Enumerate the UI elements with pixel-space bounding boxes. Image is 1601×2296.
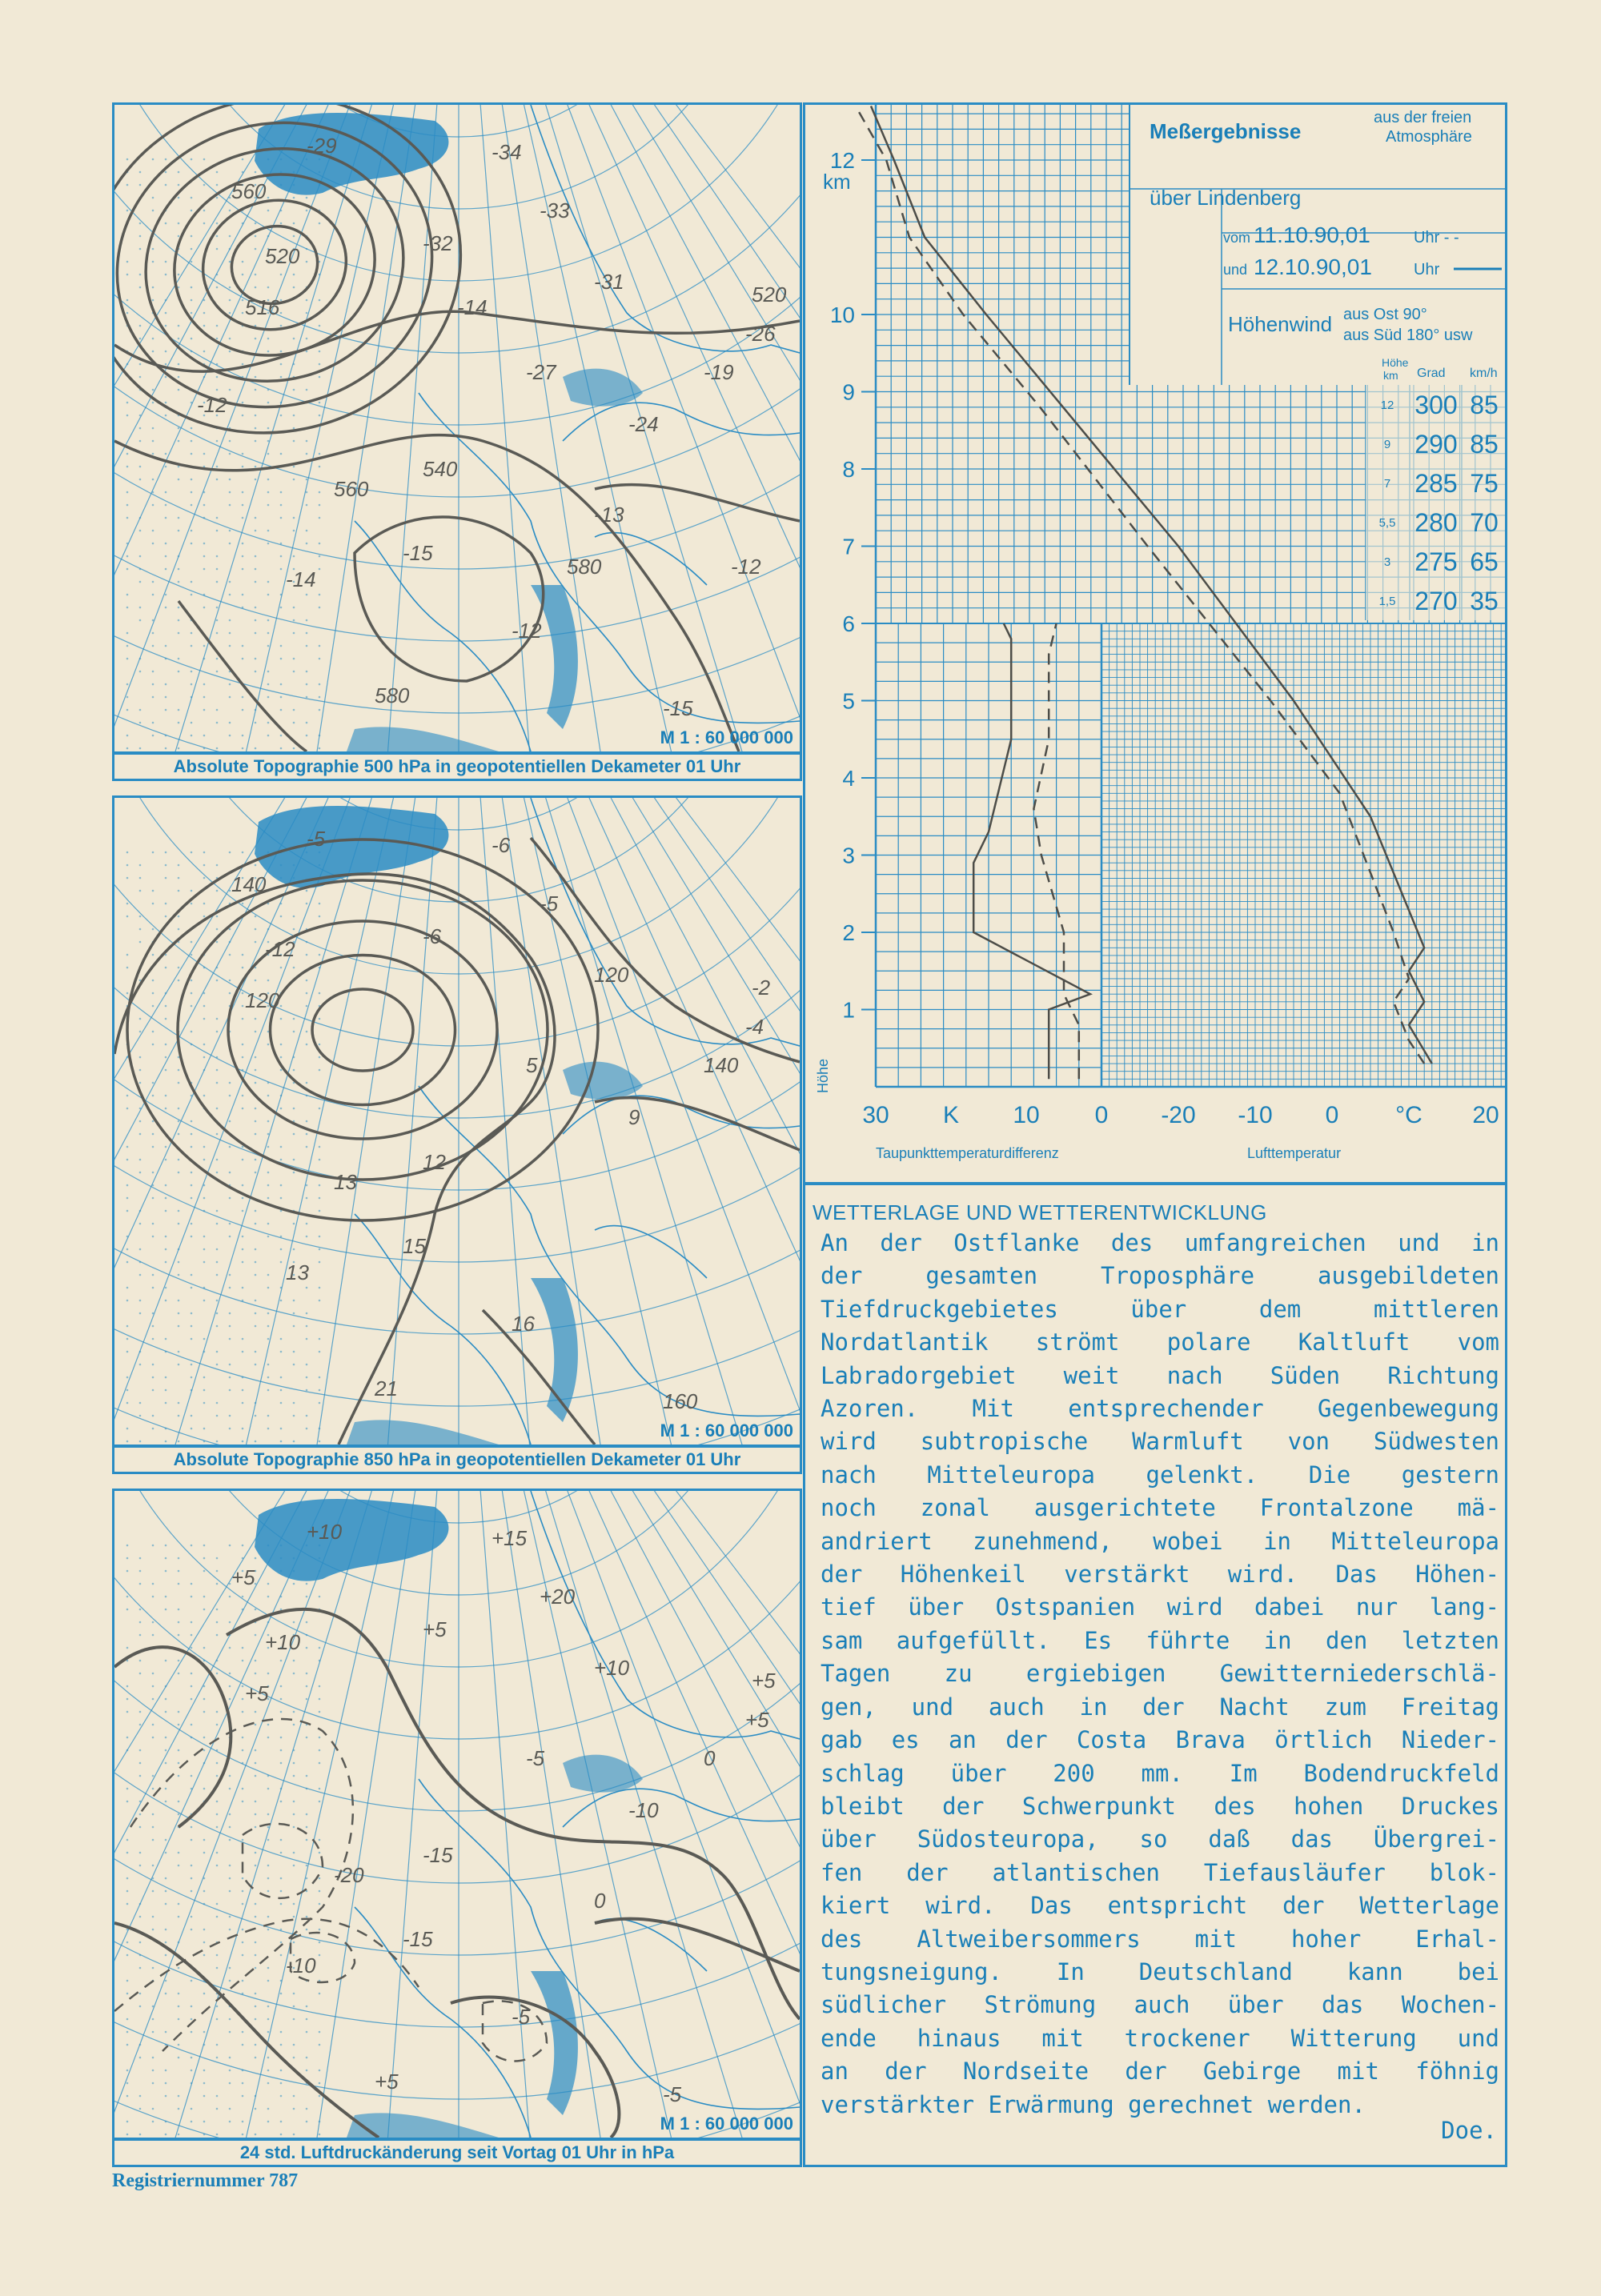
isoline-label: +15 (492, 1526, 528, 1550)
aero-col-height-2: km (1383, 369, 1398, 382)
x-tick-label: -20 (1161, 1102, 1196, 1128)
weather-body (821, 1227, 1499, 2122)
x-tick-label: °C (1395, 1102, 1422, 1128)
isoline-label: -5 (307, 827, 326, 851)
isoline-label: -6 (423, 924, 442, 948)
wind-row-height: 12 (1380, 399, 1394, 412)
map-850hpa-caption: Absolute Topographie 850 hPa in geopotentiellen Dekameter 01 Uhr (112, 1445, 802, 1474)
isoline-label: -29 (307, 134, 337, 158)
y-tick-label: 10 (829, 303, 855, 327)
isoline-label: -15 (663, 696, 693, 720)
weather-line: schlag über 200 mm. Im Bodendruckfeld (821, 1759, 1499, 1787)
isoline-label: -5 (526, 1746, 545, 1770)
isoline-label: -31 (594, 270, 624, 294)
series-line-3 (973, 623, 1090, 1079)
isoline-label: -6 (492, 833, 511, 857)
isoline-label: 16 (512, 1312, 535, 1336)
aero-date2-suffix: Uhr (1414, 261, 1440, 278)
wind-row-direction: 275 (1414, 547, 1458, 576)
aero-date2: 12.10.90,01 (1254, 254, 1372, 279)
aero-location: über Lindenberg (1150, 186, 1302, 210)
wind-row-speed: 85 (1470, 430, 1499, 459)
map-850hpa (112, 795, 802, 1447)
isoline-label: 540 (423, 457, 458, 481)
isoline-label: +5 (375, 2070, 399, 2094)
isoline-label: 0 (594, 1889, 606, 1913)
isoline-label: 140 (231, 872, 267, 896)
x-tick-label: K (942, 1102, 960, 1128)
aero-date2-prefix: und (1223, 262, 1248, 278)
isoline-label: -5 (512, 2005, 531, 2029)
y-tick-label: 7 (842, 534, 855, 559)
isoline-label: -12 (731, 555, 761, 579)
isoline-label: -2 (752, 976, 771, 1000)
y-tick-label: 6 (842, 611, 855, 636)
isoline-label: -27 (526, 360, 556, 384)
weather-line: bleibt der Schwerpunkt des hohen Druckes (821, 1792, 1499, 1820)
isoline-label: +10 (265, 1630, 301, 1654)
isoline-label: +5 (423, 1617, 447, 1641)
wind-row-direction: 280 (1414, 508, 1458, 537)
weather-title: WETTERLAGE UND WETTERENTWICKLUNG (813, 1200, 1267, 1224)
aero-date1: 11.10.90,01 (1254, 222, 1370, 247)
isoline-label: -24 (628, 412, 659, 436)
map-pressure-change-caption: 24 std. Luftdruckänderung seit Vortag 01 Uhr in hPa (112, 2138, 802, 2167)
aero-x-right-label: Lufttemperatur (1247, 1145, 1342, 1161)
map-500hpa (112, 102, 802, 754)
isoline-label: -19 (704, 360, 734, 384)
weather-line: nach Mitteleuropa gelenkt. Die gestern (821, 1461, 1499, 1489)
wind-row-direction: 290 (1414, 430, 1458, 459)
weather-line: sam aufgefüllt. Es führte in den letzten (821, 1626, 1499, 1654)
x-tick-label: -10 (1238, 1102, 1273, 1128)
map-pressure-change (112, 1489, 802, 2140)
weather-line: verstärkter Erwärmung gerechnet werden. (821, 2090, 1366, 2118)
isoline-label: +10 (307, 1520, 343, 1544)
aero-wind-east: aus Ost 90° (1343, 306, 1427, 323)
isoline-label: -10 (286, 1953, 316, 1977)
isoline-label: -20 (334, 1863, 364, 1887)
weather-line: tief über Ostspanien wird dabei nur lang- (821, 1593, 1499, 1621)
x-tick-label: 30 (862, 1102, 889, 1128)
aero-x-left-label: Taupunkttemperaturdifferenz (876, 1145, 1059, 1161)
isoline-label: 520 (752, 282, 787, 307)
wind-row-height: 1,5 (1378, 595, 1396, 608)
wind-row-direction: 270 (1414, 587, 1458, 615)
registration-number: Registriernummer 787 (112, 2170, 299, 2191)
isoline-label: 9 (628, 1105, 640, 1129)
wind-row-speed: 65 (1470, 547, 1499, 576)
aero-title-side-2: Atmosphäre (1386, 128, 1472, 146)
weather-line: kiert wird. Das entspricht der Wetterlage (821, 1892, 1499, 1920)
isoline-label: -5 (540, 892, 559, 916)
weather-line: Tiefdruckgebietes über dem mittleren (821, 1295, 1499, 1323)
weather-line: andriert zunehmend, wobei in Mitteleuropa (821, 1527, 1499, 1555)
wind-row-height: 9 (1383, 438, 1391, 451)
isoline-label: -26 (745, 322, 776, 346)
isoline-label: 140 (704, 1053, 739, 1077)
isoline-label: -14 (286, 567, 316, 591)
weather-line: An der Ostflanke des umfangreichen und in (821, 1229, 1499, 1256)
isoline-label: -15 (423, 1843, 453, 1867)
isoline-label: 120 (245, 988, 280, 1012)
isoline-label: +10 (594, 1656, 630, 1680)
weather-line: gab es an der Costa Brava örtlich Nieder- (821, 1726, 1499, 1754)
isoline-label: 12 (423, 1150, 446, 1174)
isoline-label: 516 (245, 295, 280, 319)
map-scale: M 1 : 60 000 000 (660, 2114, 793, 2134)
x-tick-label: 10 (1013, 1102, 1040, 1128)
wind-row-speed: 70 (1470, 508, 1499, 537)
y-tick-label: 2 (842, 920, 855, 945)
isoline-label: -34 (492, 140, 522, 164)
isoline-label: +5 (745, 1708, 769, 1732)
isoline-label: -12 (512, 619, 542, 643)
y-tick-label: 1 (842, 997, 855, 1023)
isoline-label: +20 (540, 1585, 576, 1609)
isoline-label: 13 (286, 1260, 309, 1284)
aero-wind-title: Höhenwind (1228, 312, 1333, 336)
isoline-label: -13 (594, 503, 624, 527)
weather-signature: Doe. (1441, 2117, 1497, 2144)
wind-row-speed: 85 (1470, 391, 1499, 419)
isoline-label: +5 (245, 1681, 269, 1705)
wind-row-direction: 285 (1414, 469, 1458, 498)
weather-line: tungsneigung. In Deutschland kann bei (821, 1957, 1499, 1985)
wind-row-speed: 75 (1470, 469, 1499, 498)
isoline-label: 160 (663, 1389, 698, 1413)
wind-row-speed: 35 (1470, 587, 1499, 615)
isoline-label: -15 (403, 541, 433, 565)
isoline-label: 15 (403, 1234, 426, 1258)
aero-col-height-1: Höhe (1382, 356, 1409, 369)
y-tick-label: 9 (842, 379, 855, 405)
y-tick-label: 12 (829, 148, 855, 173)
isoline-label: 5 (526, 1053, 538, 1077)
wind-row-height: 3 (1383, 555, 1391, 569)
isoline-label: -32 (423, 231, 453, 255)
wind-row-height: 7 (1383, 477, 1391, 491)
isoline-label: -10 (628, 1798, 659, 1822)
aero-y-axis-label: Höhe (815, 1058, 831, 1093)
isoline-label: -33 (540, 198, 570, 222)
y-tick-label: 8 (842, 457, 855, 482)
weather-line: des Altweibersommers mit hoher Erhal- (821, 1925, 1499, 1953)
aerology-chart (803, 102, 1507, 1184)
wind-row-height: 5,5 (1378, 516, 1396, 530)
map-500hpa-caption: Absolute Topographie 500 hPa in geopotentiellen Dekameter 01 Uhr (112, 752, 802, 781)
weather-line: südlicher Strömung auch über das Wochen- (821, 1991, 1499, 2019)
isoline-label: 0 (704, 1746, 716, 1770)
aero-x-ticks (862, 1102, 1499, 1128)
weather-line: noch zonal ausgerichtete Frontalzone mä- (821, 1494, 1499, 1522)
weather-line: Tagen zu ergiebigen Gewitterniederschlä- (821, 1660, 1499, 1688)
aero-title-main: Meßergebnisse (1150, 119, 1302, 143)
isoline-label: 580 (567, 555, 602, 579)
y-tick-label: 3 (842, 843, 855, 868)
isoline-label: 560 (334, 477, 369, 501)
isoline-label: 560 (231, 179, 267, 203)
weather-line: fen der atlantischen Tiefausläufer blok- (821, 1858, 1499, 1886)
y-tick-label: 5 (842, 688, 855, 714)
isoline-label: 13 (334, 1170, 357, 1194)
isoline-label: -15 (403, 1927, 433, 1951)
isoline-label: +5 (752, 1669, 776, 1693)
weather-line: Labradorgebiet weit nach Süden Richtung (821, 1361, 1499, 1389)
aero-date1-suffix: Uhr - - (1414, 229, 1459, 246)
isoline-label: 520 (265, 244, 300, 268)
isoline-label: -14 (457, 295, 488, 319)
weather-line: an der Nordseite der Gebirge mit föhnig (821, 2058, 1499, 2086)
aero-y-ticks (830, 148, 855, 1023)
isoline-label: -5 (663, 2082, 682, 2106)
isoline-label: -4 (745, 1015, 764, 1039)
map-scale: M 1 : 60 000 000 (660, 727, 793, 747)
weather-line: der Höhenkeil verstärkt wird. Das Höhen- (821, 1561, 1499, 1589)
x-tick-label: 0 (1325, 1102, 1339, 1128)
isoline-label: +5 (231, 1565, 255, 1589)
isoline-label: -12 (265, 937, 295, 961)
x-tick-label: 0 (1094, 1102, 1109, 1128)
aero-title-side-1: aus der freien (1374, 109, 1472, 126)
weather-line: Azoren. Mit entsprechender Gegenbewegung (821, 1395, 1499, 1423)
aero-wind-south: aus Süd 180° usw (1343, 327, 1473, 344)
weather-line: wird subtropische Warmluft von Südwesten (821, 1428, 1499, 1456)
aero-y-unit: km (823, 170, 851, 194)
aero-col-grad: Grad (1417, 367, 1446, 380)
isoline-label: 21 (375, 1376, 398, 1400)
isoline-label: 120 (594, 963, 629, 987)
weather-line: Nordatlantik strömt polare Kaltluft vom (821, 1328, 1499, 1356)
isoline-label: -12 (197, 393, 227, 417)
map-scale: M 1 : 60 000 000 (660, 1420, 793, 1441)
y-tick-label: 4 (842, 766, 855, 791)
weather-line: der gesamten Troposphäre ausgebildeten (821, 1262, 1499, 1290)
weather-line: ende hinaus mit trockener Witterung und (821, 2024, 1499, 2052)
wind-row-direction: 300 (1414, 391, 1458, 419)
x-tick-label: 20 (1472, 1102, 1499, 1128)
isoline-label: 580 (375, 683, 410, 707)
weather-line: gen, und auch in der Nacht zum Freitag (821, 1693, 1499, 1721)
aero-date1-prefix: vom (1223, 230, 1251, 246)
weather-line: über Südosteuropa, so daß das Übergrei- (821, 1825, 1499, 1853)
aero-col-kmh: km/h (1470, 367, 1498, 380)
